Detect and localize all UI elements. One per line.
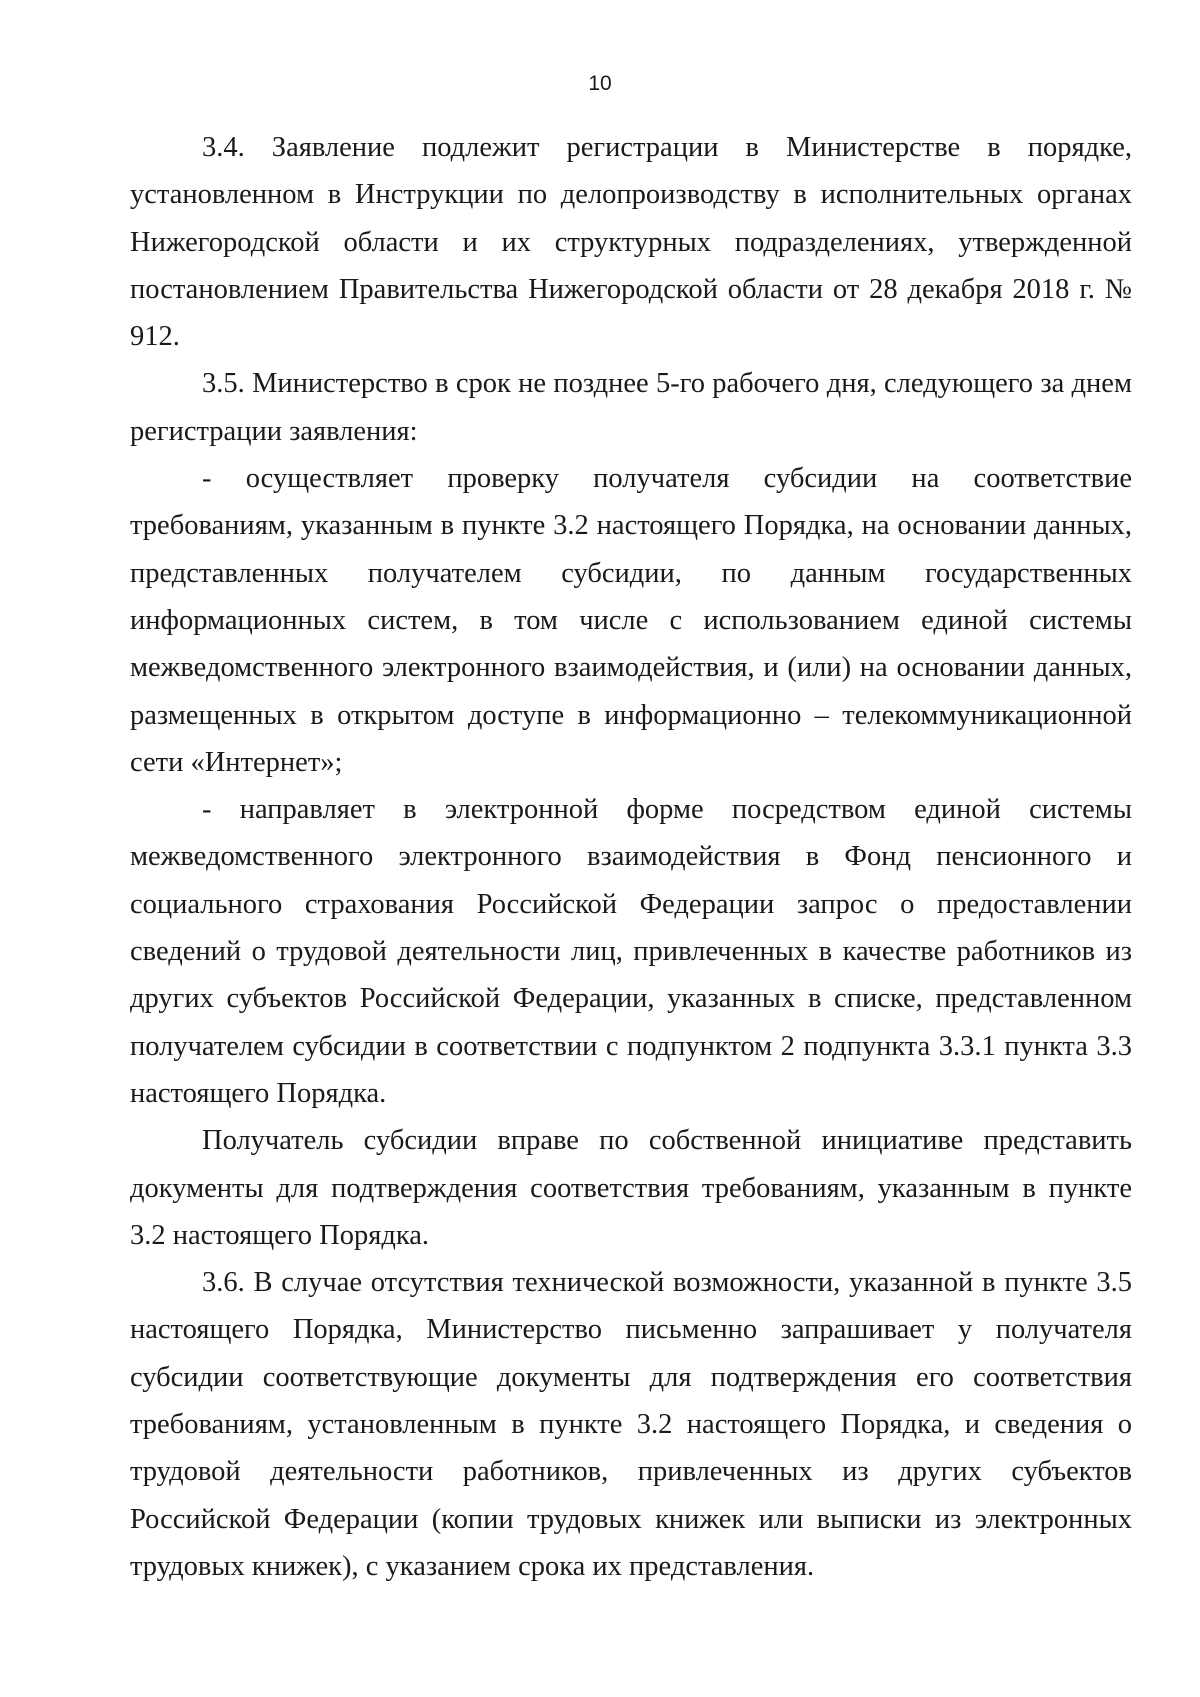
- paragraph-3-5: 3.5. Министерство в срок не позднее 5-го рабочего дня, следующего за днем регистрации заявления:: [130, 368, 1132, 447]
- page-number: 10: [588, 72, 612, 95]
- list-item-request: - направляет в электронной форме посредством единой системы межведомственного электронного взаимодействия в Фонд пенсионного и социального страхования Российской Федерации запрос о предоставлении сведений о трудовой деятельности лиц, привлеченных в качестве работников из других субъектов Российской Федерации, указанных в списке, представленном получателем субсидии в соответствии с подпунктом 2 подпункта 3.3.1 пункта 3.3 настоящего Порядка.: [130, 794, 1132, 1109]
- list-item-verification: - осуществляет проверку получателя субсидии на соответствие требованиям, указанным в пункте 3.2 настоящего Порядка, на основании данных, представленных получателем субсидии, по данным государственных информационных систем, в том числе с использованием единой системы межведомственного электронного взаимодействия, и (или) на основании данных, размещенных в открытом доступе в информационно – телекоммуникационной сети «Интернет»;: [130, 463, 1132, 778]
- paragraph-3-6: 3.6. В случае отсутствия технической возможности, указанной в пункте 3.5 настоящего Порядка, Министерство письменно запрашивает у получателя субсидии соответствующие документы для подтверждения его соответствия требованиям, установленным в пункте 3.2 настоящего Порядка, и сведения о трудовой деятельности работников, привлеченных из других субъектов Российской Федерации (копии трудовых книжек или выписки из электронных трудовых книжек), с указанием срока их представления.: [130, 1267, 1132, 1582]
- paragraph-recipient-right: Получатель субсидии вправе по собственной инициативе представить документы для подтверждения соответствия требованиям, указанным в пункте 3.2 настоящего Порядка.: [130, 1125, 1132, 1251]
- document-body: [130, 124, 1132, 1590]
- paragraph-3-4: 3.4. Заявление подлежит регистрации в Министерстве в порядке, установленном в Инструкции по делопроизводству в исполнительных органах Нижегородской области и их структурных подразделениях, утвержденной постановлением Правительства Нижегородской области от 28 декабря 2018 г. № 912.: [130, 132, 1132, 353]
